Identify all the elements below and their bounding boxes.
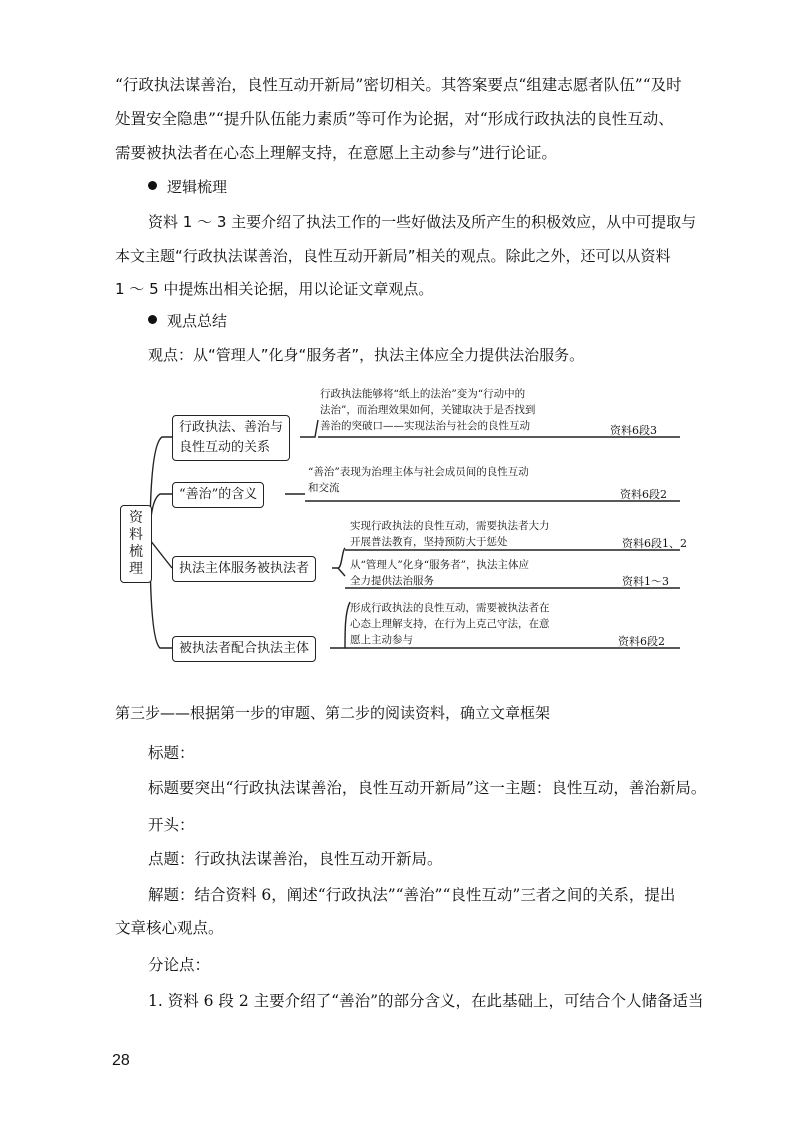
diagram-branch-node: “善治”的含义	[172, 482, 264, 508]
paragraph-line: 1. 资料 6 段 2 主要介绍了“善治”的部分含义，在此基础上，可结合个人储备适当	[148, 992, 704, 1010]
step-title: 第三步——根据第一步的审题、第二步的阅读资料，确立文章框架	[115, 704, 551, 722]
diagram-source: 资料6段3	[610, 424, 657, 437]
heading-text: 逻辑梳理	[167, 178, 228, 196]
note-line: “善治”表现为治理主体与社会成员间的良性互动	[308, 466, 529, 478]
diagram-source: 资料6段2	[620, 488, 667, 501]
note-line: 从“管理人”化身“服务者”，执法主体应	[350, 559, 529, 571]
section-heading-logic	[148, 176, 227, 197]
paragraph-line: 资料 1 ～ 3 主要介绍了执法工作的一些好做法及所产生的积极效应，从中可提取与	[148, 213, 697, 231]
root-char: 料	[129, 527, 143, 543]
section-heading-summary	[148, 310, 227, 331]
bullet-icon	[148, 181, 157, 190]
note-line: 行政执法能够将“纸上的法治”变为“行动中的	[320, 388, 526, 400]
diagram-note	[320, 386, 535, 434]
note-line: 形成行政执法的良性互动，需要被执法者在	[350, 602, 550, 614]
label-opening: 开头：	[148, 816, 195, 834]
diagram-source: 资料6段2	[618, 635, 665, 648]
note-line: 心态上理解支持，在行为上克己守法，在意	[350, 618, 550, 630]
paragraph-line: 解题：结合资料 6，阐述“行政执法”“善治”“良性互动”三者之间的关系，提出	[148, 886, 676, 904]
diagram-source: 资料6段1、2	[622, 537, 687, 550]
note-line: 全力提供法治服务	[350, 575, 434, 587]
diagram-note	[308, 464, 529, 496]
paragraph-line: 文章核心观点。	[115, 919, 224, 937]
note-line: 开展普法教育，坚持预防大于惩处	[350, 536, 508, 548]
diagram-branch-node: 执法主体服务被执法者	[172, 556, 316, 582]
page-number: 28	[112, 1052, 130, 1069]
label-title: 标题：	[148, 744, 195, 762]
diagram-note	[350, 600, 550, 648]
root-char: 梳	[129, 544, 143, 560]
label-subpoints: 分论点：	[148, 956, 211, 974]
note-line: 愿上主动参与	[350, 634, 413, 646]
note-line: 法治”，而治理效果如何，关键取决于是否找到	[320, 404, 536, 416]
root-char: 理	[129, 561, 143, 577]
diagram-note	[350, 557, 529, 589]
paragraph-line: “行政执法谋善治，良性互动开新局”密切相关。其答案要点“组建志愿者队伍”“及时	[115, 76, 682, 94]
diagram-branch-node	[172, 415, 290, 461]
heading-text: 观点总结	[167, 312, 228, 330]
note-line: 实现行政执法的良性互动，需要执法者大力	[350, 520, 550, 532]
bullet-icon	[148, 315, 157, 324]
branch-label: 行政执法、善治与	[179, 420, 284, 435]
note-line: 和交流	[308, 482, 340, 494]
diagram-source: 资料1～3	[622, 575, 669, 588]
branch-label: 良性互动的关系	[179, 440, 271, 455]
diagram-note	[350, 518, 550, 550]
note-line: 善治的突破口——实现法治与社会的良性互动	[320, 420, 530, 432]
paragraph-line: 标题要突出“行政执法谋善治，良性互动开新局”这一主题：良性互动，善治新局。	[148, 779, 707, 797]
paragraph-line: 本文主题“行政执法谋善治，良性互动开新局”相关的观点。除此之外，还可以从资料	[115, 247, 671, 265]
paragraph-line: 点题：行政执法谋善治，良性互动开新局。	[148, 850, 443, 868]
diagram-root-node	[120, 505, 152, 583]
root-char: 资	[129, 510, 143, 526]
diagram-branch-node: 被执法者配合执法主体	[172, 636, 316, 662]
paragraph-line: 1 ～ 5 中提炼出相关论据，用以论证文章观点。	[115, 280, 434, 298]
paragraph-line: 观点：从“管理人”化身“服务者”，执法主体应全力提供法治服务。	[148, 346, 585, 364]
paragraph-line: 需要被执法者在心态上理解支持，在意愿上主动参与”进行论证。	[115, 144, 557, 162]
paragraph-line: 处置安全隐患”“提升队伍能力素质”等可作为论据，对“形成行政执法的良性互动、	[115, 110, 674, 128]
